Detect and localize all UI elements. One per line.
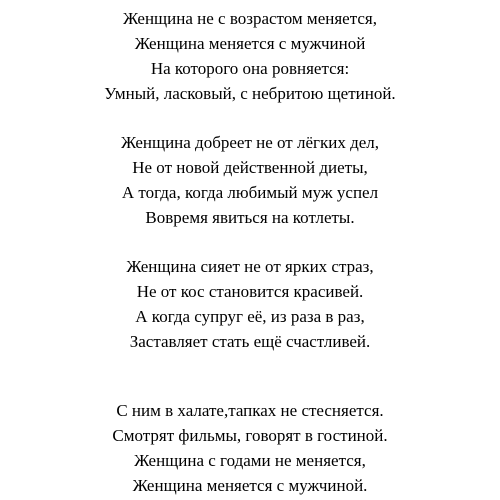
poem-line: На которого она ровняется: [150, 59, 350, 78]
stanza-3 [0, 254, 500, 354]
stanza-4 [0, 398, 500, 498]
poem-line: А тогда, когда любимый муж успел [121, 183, 379, 202]
poem-line: Заставляет стать ещё счастливей. [129, 332, 371, 351]
poem-line: А когда супруг её, из раза в раз, [135, 307, 365, 326]
poem-line: С ним в халате,тапках не стесняется. [116, 401, 384, 420]
poem-line: Женщина не с возрастом меняется, [123, 9, 377, 28]
poem-line: Женщина с годами не меняется, [134, 451, 366, 470]
poem [0, 6, 500, 498]
stanza-1 [0, 6, 500, 106]
poem-line: Умный, ласковый, с небритою щетиной. [104, 84, 396, 103]
poem-line: Женщина меняется с мужчиной [134, 34, 366, 53]
poem-line: Не от новой действенной диеты, [132, 158, 368, 177]
stanza-2 [0, 130, 500, 230]
poem-line: Женщина сияет не от ярких страз, [126, 257, 374, 276]
poem-line: Вовремя явиться на котлеты. [145, 208, 355, 227]
poem-line: Смотрят фильмы, говорят в гостиной. [112, 426, 388, 445]
poem-line: Женщина добреет не от лёгких дел, [120, 133, 380, 152]
poem-line: Не от кос становится красивей. [136, 282, 364, 301]
poem-line: Женщина меняется с мужчиной. [132, 476, 368, 495]
